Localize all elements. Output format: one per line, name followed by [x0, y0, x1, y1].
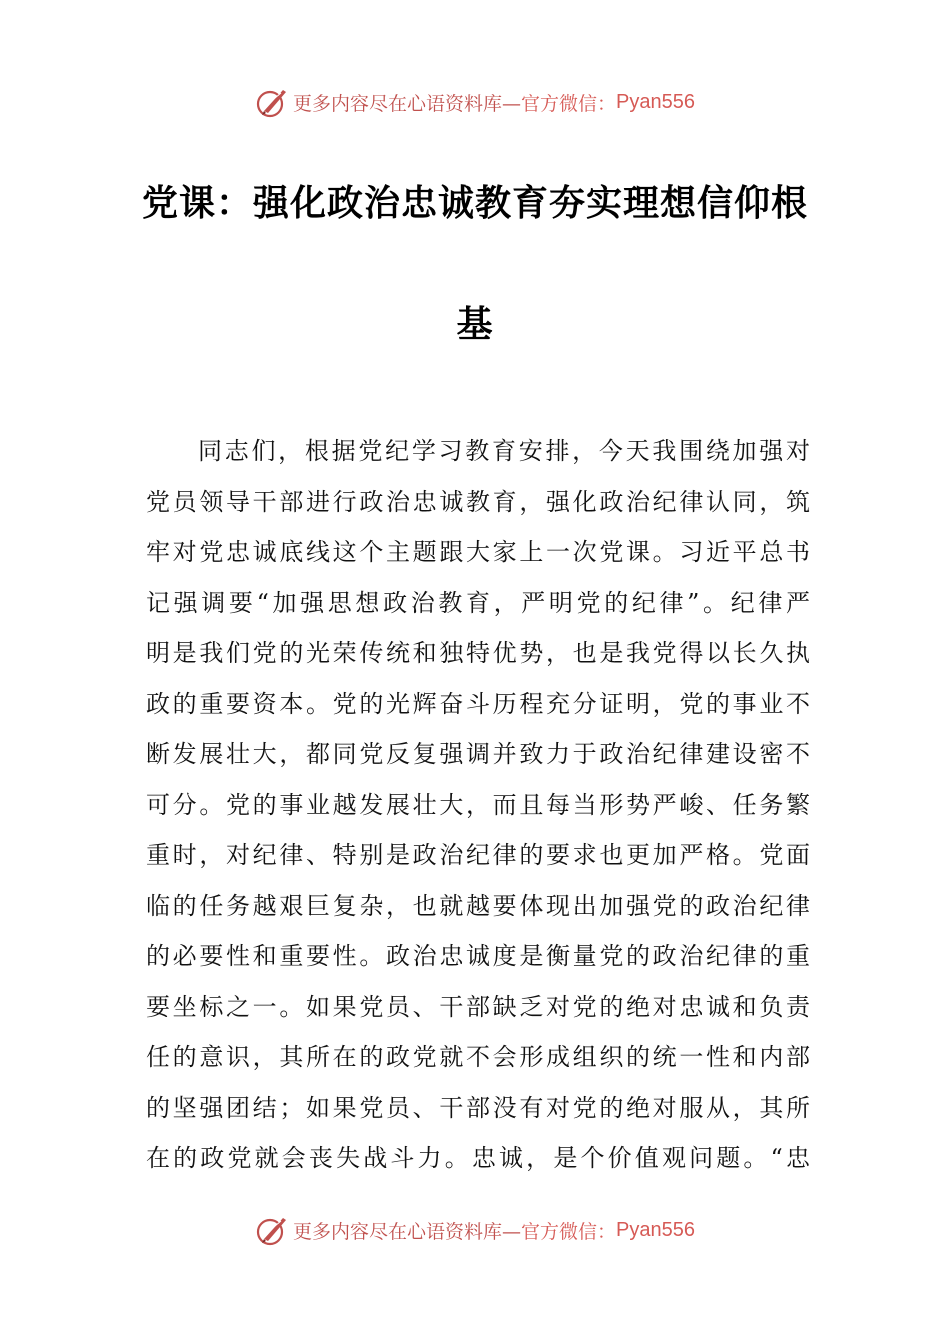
quill-pen-logo-icon [255, 85, 289, 119]
paragraph-line: 的坚强团结；如果党员、干部没有对党的绝对服从，其所 [146, 1093, 810, 1122]
paragraph-line: 任的意识，其所在的政党就不会形成组织的统一性和内部 [146, 1043, 810, 1071]
banner-text: 更多内容尽在心语资料库— [293, 1220, 522, 1243]
paragraph-line: 政的重要资本。党的光辉奋斗历程充分证明，党的事业不 [146, 689, 810, 718]
paragraph-line: 要坐标之一。如果党员、干部缺乏对党的绝对忠诚和负责 [146, 992, 810, 1021]
paragraph-line: 的必要性和重要性。政治忠诚度是衡量党的政治纪律的重 [146, 942, 810, 970]
banner-wechat-id: Pyan556 [616, 90, 695, 113]
page-title-line-1: 党课：强化政治忠诚教育夯实理想信仰根 [141, 183, 808, 224]
paragraph-line: 重时，对纪律、特别是政治纪律的要求也更加严格。党面 [146, 841, 810, 869]
banner-wechat-id: Pyan556 [616, 1218, 695, 1241]
paragraph-line: 牢对党忠诚底线这个主题跟大家上一次党课。习近平总书 [146, 538, 810, 566]
quill-pen-logo-icon [255, 1213, 289, 1247]
paragraph-line: 明是我们党的光荣传统和独特优势，也是我党得以长久执 [146, 639, 810, 667]
page-title-line-2: 基 [456, 304, 494, 345]
body-paragraph [146, 426, 810, 1184]
banner-text: 更多内容尽在心语资料库— [293, 92, 522, 115]
paragraph-line: 断发展壮大，都同党反复强调并致力于政治纪律建设密不 [146, 740, 810, 768]
banner-wechat-label: 官方微信： [521, 92, 617, 115]
header-banner [0, 80, 950, 124]
banner-wechat-label: 官方微信： [521, 1220, 617, 1243]
paragraph-line: 记强调要“加强思想政治教育，严明党的纪律”。纪律严 [146, 588, 810, 617]
paragraph-line: 在的政党就会丧失战斗力。忠诚，是个价值观问题。“忠 [146, 1144, 810, 1172]
paragraph-line: 同志们，根据党纪学习教育安排，今天我围绕加强对 [198, 437, 810, 465]
paragraph-line: 临的任务越艰巨复杂，也就越要体现出加强党的政治纪律 [146, 891, 810, 920]
paragraph-line: 党员领导干部进行政治忠诚教育，强化政治纪律认同，筑 [146, 487, 810, 516]
footer-banner [0, 1208, 950, 1252]
paragraph-line: 可分。党的事业越发展壮大，而且每当形势严峻、任务繁 [146, 790, 810, 819]
